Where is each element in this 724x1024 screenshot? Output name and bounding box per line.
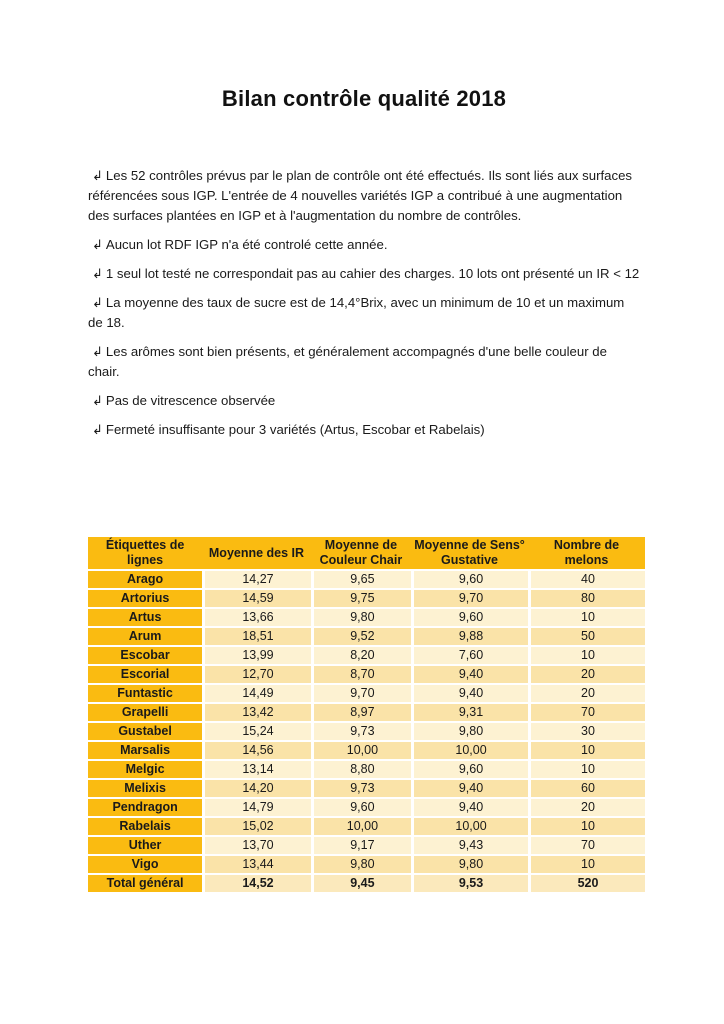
arrow-bullet-icon: ↳: [92, 168, 103, 183]
arrow-bullet-icon: ↳: [92, 344, 103, 359]
data-cell: 8,70: [311, 664, 411, 683]
header-cell: Moyenne de Couleur Chair: [311, 537, 411, 569]
quality-pivot-table: [88, 537, 645, 892]
data-cell: 20: [528, 683, 645, 702]
bullet-list: [88, 166, 640, 440]
row-label-cell: Melgic: [88, 759, 202, 778]
data-cell: 7,60: [411, 645, 528, 664]
header-cell: Moyenne des IR: [202, 537, 311, 569]
data-cell: 9,80: [311, 607, 411, 626]
table-row: [88, 683, 645, 702]
header-cell: Étiquettes de lignes: [88, 537, 202, 569]
data-cell: 15,24: [202, 721, 311, 740]
total-value-cell: 520: [528, 873, 645, 892]
data-cell: 9,40: [411, 664, 528, 683]
data-cell: 70: [528, 702, 645, 721]
data-cell: 60: [528, 778, 645, 797]
arrow-bullet-icon: ↳: [92, 422, 103, 437]
data-cell: 9,60: [411, 569, 528, 588]
data-cell: 13,14: [202, 759, 311, 778]
bullet-text: Les 52 contrôles prévus par le plan de contrôle ont été effectués. Ils sont liés aux surfaces référencées sous IGP. L'entrée de 4 nouvelles variétés IGP a contribué à une augmentation des surfaces plantées en IGP et à l'augmentation du nombre de contrôles.: [88, 168, 633, 223]
total-value-cell: 14,52: [202, 873, 311, 892]
data-cell: 18,51: [202, 626, 311, 645]
arrow-bullet-icon: ↳: [92, 266, 103, 281]
table-row: [88, 607, 645, 626]
bullet-text: 1 seul lot testé ne correspondait pas au cahier des charges. 10 lots ont présenté un IR < 12: [105, 266, 640, 281]
data-cell: 14,59: [202, 588, 311, 607]
data-cell: 10: [528, 645, 645, 664]
data-cell: 20: [528, 797, 645, 816]
table-total-row: [88, 873, 645, 892]
data-cell: 9,40: [411, 778, 528, 797]
arrow-bullet-icon: ↳: [92, 295, 103, 310]
data-cell: 13,42: [202, 702, 311, 721]
table-row: [88, 702, 645, 721]
data-cell: 10: [528, 759, 645, 778]
data-cell: 9,80: [411, 854, 528, 873]
total-value-cell: 9,53: [411, 873, 528, 892]
bullet-item: [88, 235, 640, 255]
row-label-cell: Artus: [88, 607, 202, 626]
row-label-cell: Melixis: [88, 778, 202, 797]
data-cell: 9,31: [411, 702, 528, 721]
data-cell: 30: [528, 721, 645, 740]
bullet-item: [88, 293, 640, 333]
data-cell: 80: [528, 588, 645, 607]
table-row: [88, 759, 645, 778]
data-cell: 9,80: [411, 721, 528, 740]
data-cell: 70: [528, 835, 645, 854]
data-cell: 10: [528, 816, 645, 835]
table-header-row: [88, 537, 645, 569]
row-label-cell: Funtastic: [88, 683, 202, 702]
table-row: [88, 645, 645, 664]
data-cell: 9,60: [411, 759, 528, 778]
table-row: [88, 721, 645, 740]
total-value-cell: 9,45: [311, 873, 411, 892]
bullet-item: [88, 166, 640, 226]
data-cell: 9,80: [311, 854, 411, 873]
row-label-cell: Uther: [88, 835, 202, 854]
data-cell: 10: [528, 854, 645, 873]
data-cell: 14,27: [202, 569, 311, 588]
row-label-cell: Arago: [88, 569, 202, 588]
data-cell: 10: [528, 740, 645, 759]
table-row: [88, 778, 645, 797]
data-cell: 10: [528, 607, 645, 626]
data-cell: 9,43: [411, 835, 528, 854]
data-cell: 8,97: [311, 702, 411, 721]
data-cell: 13,66: [202, 607, 311, 626]
bullet-text: Aucun lot RDF IGP n'a été controlé cette année.: [105, 237, 388, 252]
data-cell: 50: [528, 626, 645, 645]
data-cell: 14,56: [202, 740, 311, 759]
table-row: [88, 835, 645, 854]
data-cell: 9,60: [411, 607, 528, 626]
table-row: [88, 797, 645, 816]
table-row: [88, 740, 645, 759]
data-cell: 14,20: [202, 778, 311, 797]
row-label-cell: Arum: [88, 626, 202, 645]
data-cell: 9,60: [311, 797, 411, 816]
row-label-cell: Grapelli: [88, 702, 202, 721]
bullet-text: La moyenne des taux de sucre est de 14,4°Brix, avec un minimum de 10 et un maximum de 18.: [88, 295, 625, 330]
data-cell: 10,00: [311, 740, 411, 759]
data-cell: 9,65: [311, 569, 411, 588]
bullet-text: Les arômes sont bien présents, et généralement accompagnés d'une belle couleur de chair.: [88, 344, 607, 379]
arrow-bullet-icon: ↳: [92, 237, 103, 252]
arrow-bullet-icon: ↳: [92, 393, 103, 408]
data-cell: 40: [528, 569, 645, 588]
data-cell: 13,99: [202, 645, 311, 664]
row-label-cell: Escorial: [88, 664, 202, 683]
bullet-text: Pas de vitrescence observée: [105, 393, 276, 408]
data-cell: 8,80: [311, 759, 411, 778]
data-cell: 10,00: [411, 740, 528, 759]
bullet-item: [88, 391, 640, 411]
data-cell: 10,00: [411, 816, 528, 835]
table-row: [88, 854, 645, 873]
data-cell: 10,00: [311, 816, 411, 835]
table-row: [88, 626, 645, 645]
table-row: [88, 664, 645, 683]
row-label-cell: Rabelais: [88, 816, 202, 835]
header-cell: Nombre de melons: [528, 537, 645, 569]
data-cell: 9,70: [411, 588, 528, 607]
table-body: [88, 569, 645, 873]
data-cell: 20: [528, 664, 645, 683]
data-cell: 13,70: [202, 835, 311, 854]
row-label-cell: Escobar: [88, 645, 202, 664]
data-cell: 9,73: [311, 778, 411, 797]
total-label-cell: Total général: [88, 873, 202, 892]
table-row: [88, 569, 645, 588]
data-cell: 15,02: [202, 816, 311, 835]
data-cell: 9,88: [411, 626, 528, 645]
row-label-cell: Pendragon: [88, 797, 202, 816]
data-cell: 9,40: [411, 683, 528, 702]
table-row: [88, 588, 645, 607]
data-cell: 14,49: [202, 683, 311, 702]
data-cell: 9,40: [411, 797, 528, 816]
row-label-cell: Marsalis: [88, 740, 202, 759]
data-cell: 9,73: [311, 721, 411, 740]
row-label-cell: Vigo: [88, 854, 202, 873]
bullet-item: [88, 342, 640, 382]
bullet-item: [88, 264, 640, 284]
data-cell: 9,52: [311, 626, 411, 645]
data-cell: 12,70: [202, 664, 311, 683]
row-label-cell: Artorius: [88, 588, 202, 607]
row-label-cell: Gustabel: [88, 721, 202, 740]
bullet-item: [88, 420, 640, 440]
data-cell: 9,70: [311, 683, 411, 702]
data-cell: 9,17: [311, 835, 411, 854]
page-title: Bilan contrôle qualité 2018: [221, 86, 507, 111]
header-cell: Moyenne de Sens° Gustative: [411, 537, 528, 569]
data-cell: 13,44: [202, 854, 311, 873]
table-row: [88, 816, 645, 835]
data-cell: 9,75: [311, 588, 411, 607]
data-cell: 8,20: [311, 645, 411, 664]
bullet-text: Fermeté insuffisante pour 3 variétés (Artus, Escobar et Rabelais): [105, 422, 485, 437]
data-cell: 14,79: [202, 797, 311, 816]
